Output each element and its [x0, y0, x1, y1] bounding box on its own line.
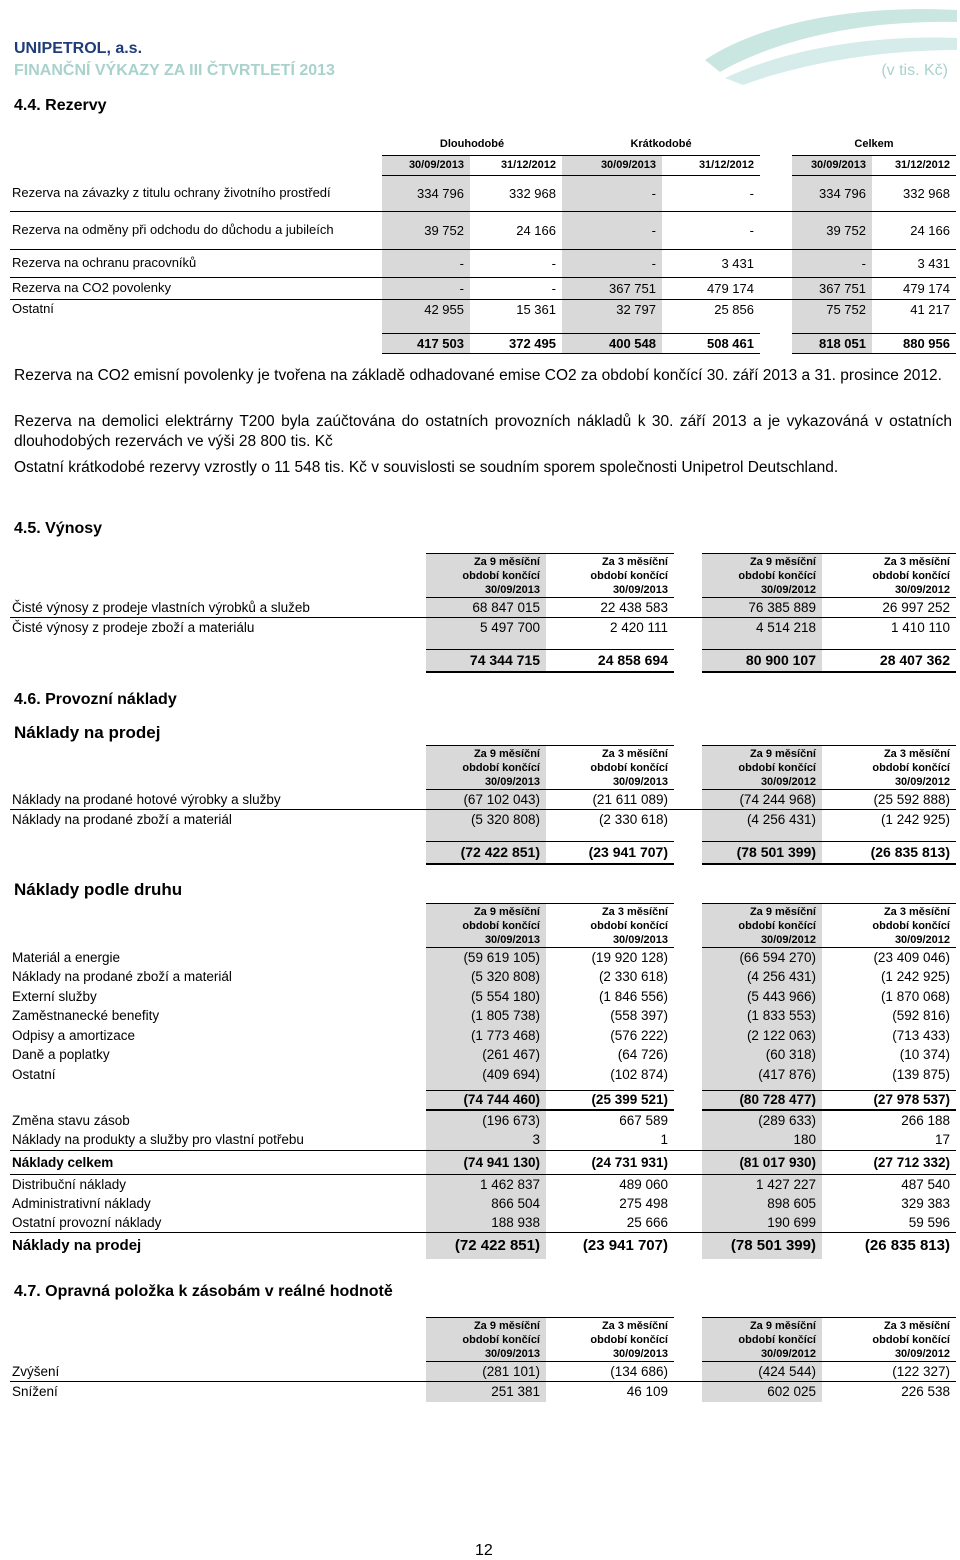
row-value: (592 816)	[892, 1008, 950, 1024]
table-row	[10, 1130, 956, 1150]
row-value: (1 773 468)	[426, 1026, 546, 1046]
row-value: 46 109	[626, 1384, 668, 1400]
row-label: Ostatní	[12, 301, 54, 317]
row-value: 332 968	[509, 185, 556, 201]
row-value: (713 433)	[892, 1027, 950, 1043]
table-row	[10, 1065, 956, 1085]
table-row	[10, 1006, 956, 1026]
column-header	[426, 746, 546, 790]
group-header-short-term: Krátkodobé	[562, 133, 760, 155]
table-row	[10, 618, 956, 638]
col-header: 30/09/2013	[792, 155, 872, 175]
row-value: (2 122 063)	[702, 1026, 822, 1046]
row-value: (409 694)	[426, 1065, 546, 1085]
table-row	[10, 810, 956, 830]
row-value: (80 728 477)	[702, 1090, 822, 1110]
row-value: 667 589	[619, 1113, 668, 1128]
row-label: Rezerva na odměny při odchodu do důchodu a jubileích	[12, 222, 334, 237]
column-header	[426, 554, 546, 598]
row-value: (72 422 851)	[426, 842, 546, 864]
page-number: 12	[475, 1542, 493, 1559]
row-value: (25 592 888)	[873, 792, 950, 807]
column-header-line: Za 9 měsíční	[473, 905, 540, 918]
table-row	[10, 1213, 956, 1233]
row-value: (24 731 931)	[591, 1154, 668, 1170]
column-header-line: 30/09/2013	[612, 775, 668, 788]
row-label: Náklady celkem	[12, 1154, 114, 1170]
row-value: (59 619 105)	[426, 948, 546, 968]
column-header-line: Za 9 měsíční	[749, 747, 816, 760]
row-value: (64 726)	[617, 1047, 668, 1063]
row-value: 2 420 111	[609, 620, 668, 636]
row-value: (102 874)	[610, 1066, 668, 1082]
column-header-line: období končící	[738, 761, 816, 774]
row-value: (78 501 399)	[702, 842, 822, 864]
table-row	[10, 211, 956, 249]
row-label: Rezerva na CO2 povolenky	[12, 280, 171, 295]
column-header-line: 30/09/2012	[894, 583, 950, 596]
col-header: 31/12/2012	[662, 155, 760, 175]
unit-label: (v tis. Kč)	[881, 62, 948, 79]
revenue-table	[10, 553, 956, 673]
row-label: Změna stavu zásob	[12, 1112, 130, 1128]
column-header	[822, 1318, 956, 1362]
row-value: 15 361	[516, 301, 556, 317]
row-value: (417 876)	[702, 1065, 822, 1085]
column-header-line: 30/09/2013	[484, 775, 540, 788]
row-value: 24 166	[910, 222, 950, 238]
column-header	[822, 554, 956, 598]
row-value: (1 846 556)	[598, 988, 668, 1004]
row-value: (74 244 968)	[702, 790, 822, 810]
row-value: (74 744 460)	[426, 1090, 546, 1110]
column-header-line: 30/09/2012	[760, 933, 816, 946]
row-value: 487 540	[901, 1176, 950, 1192]
row-value: -	[749, 185, 754, 201]
paragraph-demolice: Rezerva na demolici elektrárny T200 byla zaúčtována do ostatních provozních nákladů k 30. září 2013 a je vykazováná v ostatních dlouhodobých rezervách ve výši 28 800 tis. Kč	[14, 413, 952, 450]
row-label: Rezerva na ochranu pracovníků	[12, 255, 197, 270]
column-header-line: období končící	[590, 761, 668, 774]
reserves-table	[10, 133, 956, 354]
column-header-line: Za 3 měsíční	[883, 555, 950, 568]
table-row	[10, 175, 956, 211]
column-header	[822, 904, 956, 948]
table-row	[10, 598, 956, 618]
row-value: (139 875)	[892, 1066, 950, 1082]
table-row	[10, 1194, 956, 1214]
row-value: 329 383	[901, 1195, 950, 1211]
row-value: 367 751	[792, 277, 872, 299]
row-value: (576 222)	[610, 1027, 668, 1043]
column-header-line: 30/09/2013	[612, 933, 668, 946]
row-value: 39 752	[792, 211, 872, 249]
column-header-line: období končící	[590, 1333, 668, 1346]
total-row	[10, 650, 956, 672]
column-header	[426, 904, 546, 948]
column-header-line: 30/09/2012	[894, 933, 950, 946]
column-header-line: období končící	[872, 569, 950, 582]
column-header	[546, 554, 674, 598]
row-label: Zvýšení	[12, 1363, 60, 1379]
row-value: (261 467)	[426, 1045, 546, 1065]
section-title-opravna-polozka: 4.7. Opravná položka k zásobám v reálné hodnotě	[14, 1283, 393, 1300]
column-header	[702, 554, 822, 598]
row-value: (5 554 180)	[426, 987, 546, 1007]
col-header: 31/12/2012	[872, 155, 956, 175]
total-value: 372 495	[470, 333, 562, 353]
subsection-naklady-podle-druhu: Náklady podle druhu	[14, 880, 183, 899]
row-value: 32 797	[562, 299, 662, 319]
total-row	[10, 842, 956, 864]
row-value: 334 796	[382, 175, 470, 211]
table-row	[10, 1110, 956, 1130]
row-value: 367 751	[562, 277, 662, 299]
row-value: 74 344 715	[426, 650, 546, 672]
row-value: (122 327)	[892, 1364, 950, 1379]
row-value: 22 438 583	[600, 600, 668, 615]
row-value: 251 381	[426, 1382, 546, 1402]
row-value: (10 374)	[899, 1047, 950, 1063]
row-value: (66 594 270)	[702, 948, 822, 968]
table-row	[10, 299, 956, 319]
col-header: 30/09/2013	[382, 155, 470, 175]
column-header-line: období končící	[462, 761, 540, 774]
column-header-line: Za 9 měsíční	[749, 905, 816, 918]
column-header-line: období končící	[872, 919, 950, 932]
company-name: UNIPETROL, a.s.	[14, 40, 143, 57]
column-header-line: Za 9 měsíční	[749, 1319, 816, 1332]
costs-by-nature-table	[10, 903, 956, 1259]
table-row	[10, 1026, 956, 1046]
row-value: (1 833 553)	[702, 1006, 822, 1026]
row-value: 226 538	[901, 1384, 950, 1400]
row-value: (23 941 707)	[582, 1237, 668, 1255]
column-header-line: Za 3 měsíční	[601, 905, 668, 918]
row-value: (5 320 808)	[426, 967, 546, 987]
row-label: Snížení	[12, 1384, 58, 1400]
row-label: Čisté výnosy z prodeje zboží a materiálu	[12, 620, 255, 636]
column-header	[702, 904, 822, 948]
column-header-line: 30/09/2013	[484, 933, 540, 946]
column-header	[546, 1318, 674, 1362]
total-value: 400 548	[562, 333, 662, 353]
row-label: Odpisy a amortizace	[12, 1027, 136, 1043]
row-value: -	[562, 175, 662, 211]
paragraph-ostatni: Ostatní krátkodobé rezervy vzrostly o 11 548 tis. Kč v souvislosti se soudním sporem společnosti Unipetrol Deutschland.	[14, 459, 839, 476]
inventory-adjustment-table	[10, 1317, 956, 1402]
header-row	[10, 554, 956, 598]
column-header-line: 30/09/2013	[612, 1347, 668, 1360]
row-value: (5 320 808)	[426, 810, 546, 830]
table-row	[10, 948, 956, 968]
row-value: 479 174	[707, 280, 754, 296]
row-value: (67 102 043)	[426, 790, 546, 810]
row-value: 75 752	[792, 299, 872, 319]
col-header: 31/12/2012	[470, 155, 562, 175]
row-value: 26 997 252	[882, 600, 950, 615]
cost-of-sales-table	[10, 745, 956, 865]
row-value: (134 686)	[610, 1364, 668, 1379]
row-value: (2 330 618)	[598, 812, 668, 828]
column-header-line: Za 3 měsíční	[601, 747, 668, 760]
column-header-line: Za 3 měsíční	[883, 905, 950, 918]
row-value: 275 498	[619, 1195, 668, 1211]
row-value: 4 514 218	[702, 618, 822, 638]
column-header-line: období končící	[590, 919, 668, 932]
row-value: (23 409 046)	[873, 950, 950, 965]
row-value: 1 410 110	[890, 620, 950, 636]
row-value: (19 920 128)	[591, 950, 668, 965]
table-row	[10, 1362, 956, 1382]
column-header	[426, 1318, 546, 1362]
table-row	[10, 1382, 956, 1402]
column-header-line: 30/09/2012	[894, 775, 950, 788]
column-header-line: období končící	[738, 569, 816, 582]
total-value: 417 503	[382, 333, 470, 353]
column-header-line: 30/09/2012	[760, 583, 816, 596]
row-value: 1	[660, 1132, 668, 1148]
column-header-line: Za 9 měsíční	[749, 555, 816, 568]
column-header-line: Za 9 měsíční	[473, 555, 540, 568]
row-value: (72 422 851)	[426, 1233, 546, 1259]
row-value: 39 752	[382, 211, 470, 249]
row-label: Čisté výnosy z prodeje vlastních výrobků a služeb	[12, 599, 310, 615]
report-title: FINANČNÍ VÝKAZY ZA III ČTVRTLETÍ 2013	[14, 62, 335, 79]
row-value: (2 330 618)	[598, 969, 668, 985]
row-value: (27 712 332)	[873, 1154, 950, 1170]
section-title-provozni-naklady: 4.6. Provozní náklady	[14, 691, 177, 708]
row-label: Administrativní náklady	[12, 1195, 151, 1211]
table-row	[10, 967, 956, 987]
row-label: Náklady na produkty a služby pro vlastní potřebu	[12, 1132, 304, 1148]
column-header-line: 30/09/2012	[760, 1347, 816, 1360]
row-value: -	[382, 249, 470, 277]
final-total-row	[10, 1233, 956, 1259]
column-header-line: Za 9 měsíční	[473, 1319, 540, 1332]
row-label: Zaměstnanecké benefity	[12, 1008, 160, 1024]
row-value: 332 968	[903, 185, 950, 201]
table-row	[10, 1174, 956, 1194]
row-value: 17	[934, 1132, 950, 1148]
row-label: Ostatní	[12, 1066, 56, 1082]
row-value: 25 666	[626, 1215, 668, 1230]
column-header-line: období končící	[462, 919, 540, 932]
total-row	[10, 333, 956, 353]
row-value: (78 501 399)	[702, 1233, 822, 1259]
row-value: 68 847 015	[426, 598, 546, 618]
row-value: (1 242 925)	[880, 812, 950, 828]
row-value: (21 611 089)	[592, 792, 668, 807]
row-value: (4 256 431)	[702, 967, 822, 987]
row-value: -	[562, 249, 662, 277]
column-header-line: období končící	[872, 761, 950, 774]
row-value: (1 805 738)	[426, 1006, 546, 1026]
row-value: (60 318)	[702, 1045, 822, 1065]
row-value: 3	[426, 1130, 546, 1150]
row-label: Materiál a energie	[12, 949, 121, 965]
table-row	[10, 790, 956, 810]
row-label: Ostatní provozní náklady	[12, 1215, 162, 1230]
column-header-line: 30/09/2012	[760, 775, 816, 788]
row-value: 1 427 227	[702, 1174, 822, 1194]
row-value: -	[792, 249, 872, 277]
row-value: (26 835 813)	[864, 1237, 950, 1255]
row-label: Rezerva na závazky z titulu ochrany životního prostředí	[12, 184, 331, 200]
table-row	[10, 987, 956, 1007]
table-row	[10, 1045, 956, 1065]
row-value: (25 399 521)	[546, 1090, 674, 1110]
column-header-line: Za 3 měsíční	[883, 747, 950, 760]
table-row	[10, 277, 956, 299]
row-value: (281 101)	[426, 1362, 546, 1382]
row-value: 334 796	[792, 175, 872, 211]
subsection-naklady-na-prodej: Náklady na prodej	[14, 723, 161, 742]
row-value: (289 633)	[702, 1110, 822, 1130]
row-value: 866 504	[426, 1194, 546, 1214]
total-row	[10, 1150, 956, 1174]
header-row	[10, 1318, 956, 1362]
row-label: Náklady na prodané zboží a materiál	[12, 812, 232, 828]
section-title-vynosy: 4.5. Výnosy	[14, 520, 103, 537]
row-value: -	[562, 211, 662, 249]
column-header-line: období končící	[738, 919, 816, 932]
column-header-line: období končící	[738, 1333, 816, 1346]
row-value: (196 673)	[426, 1110, 546, 1130]
row-value: (27 978 537)	[822, 1090, 956, 1110]
row-value: 188 938	[426, 1213, 546, 1233]
paragraph-co2: Rezerva na CO2 emisní povolenky je tvořena na základě odhadované emise CO2 za období končící 30. září 2013 a 31. prosince 2012.	[14, 367, 942, 384]
row-value: 5 497 700	[426, 618, 546, 638]
row-value: (81 017 930)	[702, 1150, 822, 1174]
row-value: 80 900 107	[702, 650, 822, 672]
row-value: 266 188	[901, 1113, 950, 1128]
row-value: 25 856	[714, 301, 754, 317]
row-value: (23 941 707)	[546, 842, 674, 864]
row-value: 42 955	[382, 299, 470, 319]
column-header	[546, 746, 674, 790]
row-label: Daně a poplatky	[12, 1047, 110, 1063]
row-value: (26 835 813)	[822, 842, 956, 864]
row-value: 190 699	[702, 1213, 822, 1233]
column-header	[822, 746, 956, 790]
header-row	[10, 746, 956, 790]
column-header-line: 30/09/2013	[612, 583, 668, 596]
row-value: (74 941 130)	[426, 1150, 546, 1174]
column-header-line: období končící	[462, 1333, 540, 1346]
subtotal-row	[10, 1090, 956, 1110]
row-label: Náklady na prodané zboží a materiál	[12, 969, 232, 985]
row-value: 3 431	[721, 255, 754, 271]
col-header: 30/09/2013	[562, 155, 662, 175]
row-value: 3 431	[917, 255, 950, 271]
row-value: (4 256 431)	[702, 810, 822, 830]
row-value: 24 166	[516, 222, 556, 238]
column-header-line: období končící	[590, 569, 668, 582]
row-value: 898 605	[702, 1194, 822, 1214]
total-value: 818 051	[792, 333, 872, 353]
row-value: 479 174	[903, 280, 950, 296]
row-value: (1 242 925)	[880, 969, 950, 985]
row-value: 24 858 694	[546, 650, 674, 672]
row-value: (1 870 068)	[880, 988, 950, 1004]
row-value: -	[551, 255, 556, 271]
row-label: Distribuční náklady	[12, 1176, 127, 1192]
column-header	[702, 1318, 822, 1362]
row-value: -	[749, 222, 754, 238]
column-header	[546, 904, 674, 948]
row-value: -	[382, 277, 470, 299]
column-header-line: 30/09/2012	[894, 1347, 950, 1360]
row-value: (558 397)	[610, 1008, 668, 1024]
column-header-line: období končící	[872, 1333, 950, 1346]
row-label: Náklady na prodané hotové výrobky a služby	[12, 791, 281, 807]
header-row	[10, 904, 956, 948]
row-value: 76 385 889	[702, 598, 822, 618]
total-value: 880 956	[872, 333, 956, 353]
row-value: -	[551, 280, 556, 296]
column-header-line: Za 3 měsíční	[601, 1319, 668, 1332]
row-value: (5 443 966)	[702, 987, 822, 1007]
row-label: Externí služby	[12, 988, 97, 1004]
row-value: 489 060	[619, 1176, 668, 1192]
total-value: 508 461	[662, 333, 760, 353]
section-title-rezervy: 4.4. Rezervy	[14, 97, 107, 114]
column-header-line: 30/09/2013	[484, 1347, 540, 1360]
column-header-line: 30/09/2013	[484, 583, 540, 596]
group-header-total: Celkem	[792, 133, 956, 155]
column-header	[702, 746, 822, 790]
column-header-line: Za 3 měsíční	[883, 1319, 950, 1332]
row-value: 602 025	[702, 1382, 822, 1402]
group-header-long-term: Dlouhodobé	[382, 133, 562, 155]
column-header-line: Za 3 měsíční	[601, 555, 668, 568]
row-value: 59 596	[908, 1215, 950, 1230]
row-value: 180	[702, 1130, 822, 1150]
row-value: (424 544)	[702, 1362, 822, 1382]
row-value: 41 217	[910, 301, 950, 317]
row-value: 28 407 362	[822, 650, 956, 672]
row-value: 1 462 837	[426, 1174, 546, 1194]
column-header-line: Za 9 měsíční	[473, 747, 540, 760]
column-header-line: období končící	[462, 569, 540, 582]
table-row	[10, 249, 956, 277]
row-label: Náklady na prodej	[12, 1237, 142, 1255]
